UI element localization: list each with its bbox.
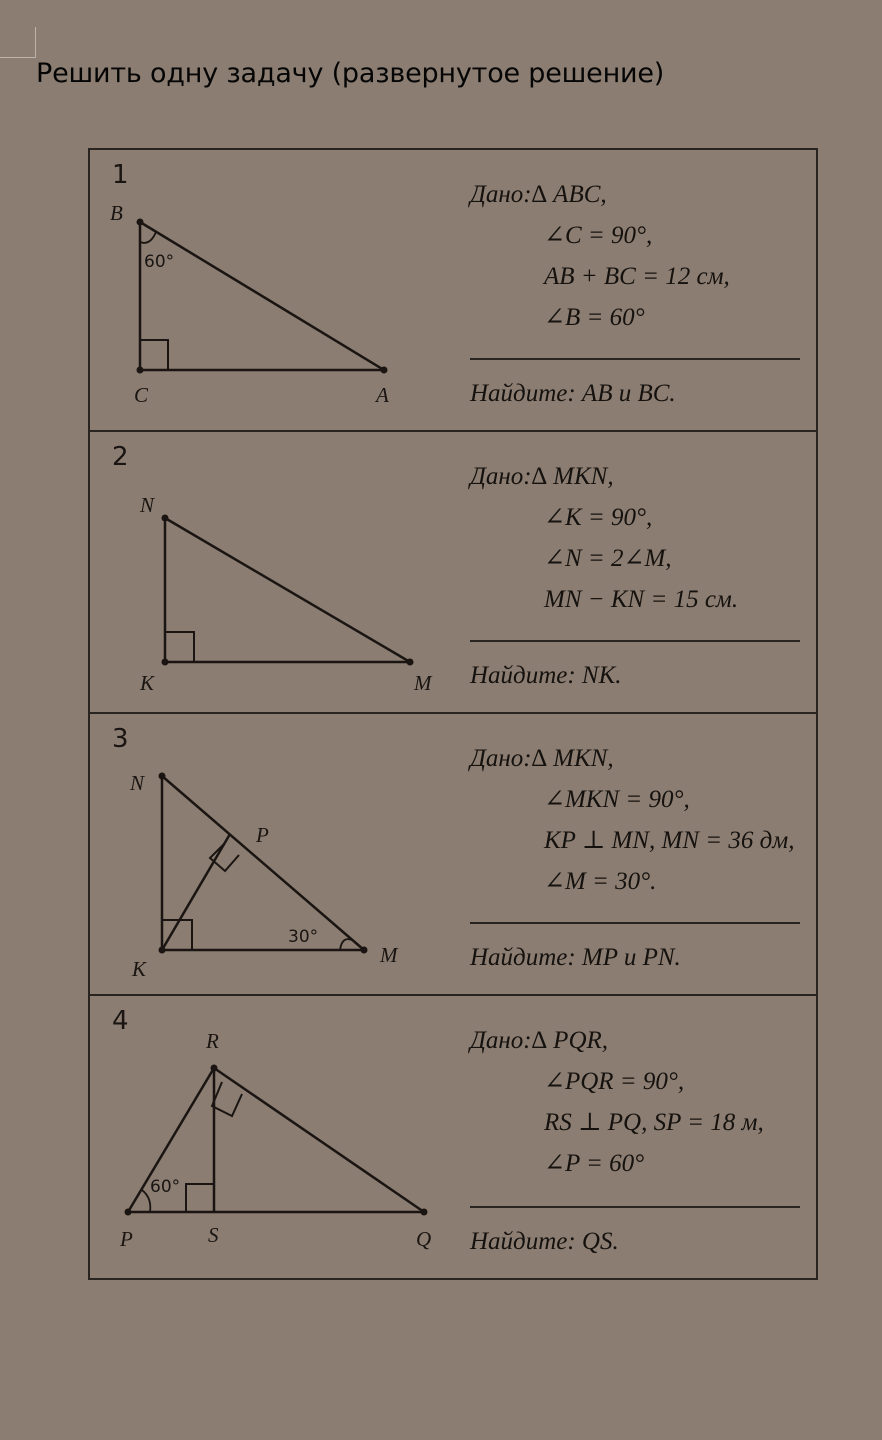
find-line: Найдите: QS. — [470, 1228, 619, 1255]
problem-number: 3 — [112, 724, 129, 754]
given-line: MN − KN = 15 см. — [544, 586, 739, 613]
given-line: ∠K = 90°, — [544, 504, 653, 531]
given-line: ∠N = 2∠M, — [544, 545, 672, 572]
find-line: Найдите: NK. — [470, 662, 622, 689]
vertex-label-s: S — [208, 1223, 219, 1247]
problem-number: 4 — [112, 1006, 129, 1036]
given-line: Дано:∆ ABC, — [470, 181, 607, 208]
given-line: ∠B = 60° — [544, 304, 645, 331]
corner-mark — [0, 27, 36, 58]
vertex-label-b: B — [110, 201, 123, 225]
given-block — [470, 1020, 810, 1184]
vertex-label-m: M — [380, 943, 398, 967]
problem-number: 1 — [112, 160, 129, 190]
problem-2 — [90, 432, 816, 714]
vertex-label-k: K — [132, 957, 147, 981]
triangle-mkn-altitude-figure — [90, 714, 460, 994]
problem-number: 2 — [112, 442, 129, 472]
angle-label-b: 60° — [144, 252, 175, 272]
given-block — [470, 174, 810, 338]
given-line: ∠PQR = 90°, — [544, 1068, 685, 1095]
vertex-label-n: N — [130, 771, 145, 795]
divider-rule — [470, 1206, 800, 1208]
given-line: RS ⊥ PQ, SP = 18 м, — [544, 1109, 764, 1136]
vertex-label-p: P — [120, 1227, 133, 1251]
given-block — [470, 456, 810, 620]
find-line: Найдите: MP и PN. — [470, 944, 681, 971]
problem-3 — [90, 714, 816, 996]
vertex-label-p: P — [256, 823, 269, 847]
vertex-label-q: Q — [416, 1227, 432, 1251]
page-title: Решить одну задачу (развернутое решение) — [36, 58, 665, 89]
angle-label-m: 30° — [288, 927, 319, 947]
given-line: ∠P = 60° — [544, 1150, 645, 1177]
problem-1 — [90, 150, 816, 432]
vertex-label-c: C — [134, 383, 149, 407]
triangle-mkn-figure — [90, 432, 460, 712]
find-line: Найдите: AB и BC. — [470, 380, 676, 407]
problem-sheet — [88, 148, 818, 1280]
triangle-abc-figure — [90, 150, 460, 430]
given-line: KP ⊥ MN, MN = 36 дм, — [544, 827, 795, 854]
divider-rule — [470, 358, 800, 360]
vertex-label-a: A — [376, 383, 389, 407]
given-line: AB + BC = 12 см, — [544, 263, 730, 290]
vertex-label-k: K — [140, 671, 155, 695]
given-block — [470, 738, 810, 902]
given-line: Дано:∆ MKN, — [470, 745, 614, 772]
given-line: Дано:∆ MKN, — [470, 463, 614, 490]
given-line: ∠MKN = 90°, — [544, 786, 690, 813]
vertex-label-n: N — [140, 493, 155, 517]
divider-rule — [470, 922, 800, 924]
vertex-label-r: R — [206, 1029, 219, 1053]
given-line: ∠M = 30°. — [544, 868, 657, 895]
problem-4 — [90, 996, 816, 1276]
given-line: Дано:∆ PQR, — [470, 1027, 609, 1054]
given-line: ∠C = 90°, — [544, 222, 653, 249]
triangle-pqr-altitude-figure — [90, 996, 460, 1278]
vertex-label-m: M — [414, 671, 432, 695]
angle-label-p: 60° — [150, 1177, 181, 1197]
divider-rule — [470, 640, 800, 642]
